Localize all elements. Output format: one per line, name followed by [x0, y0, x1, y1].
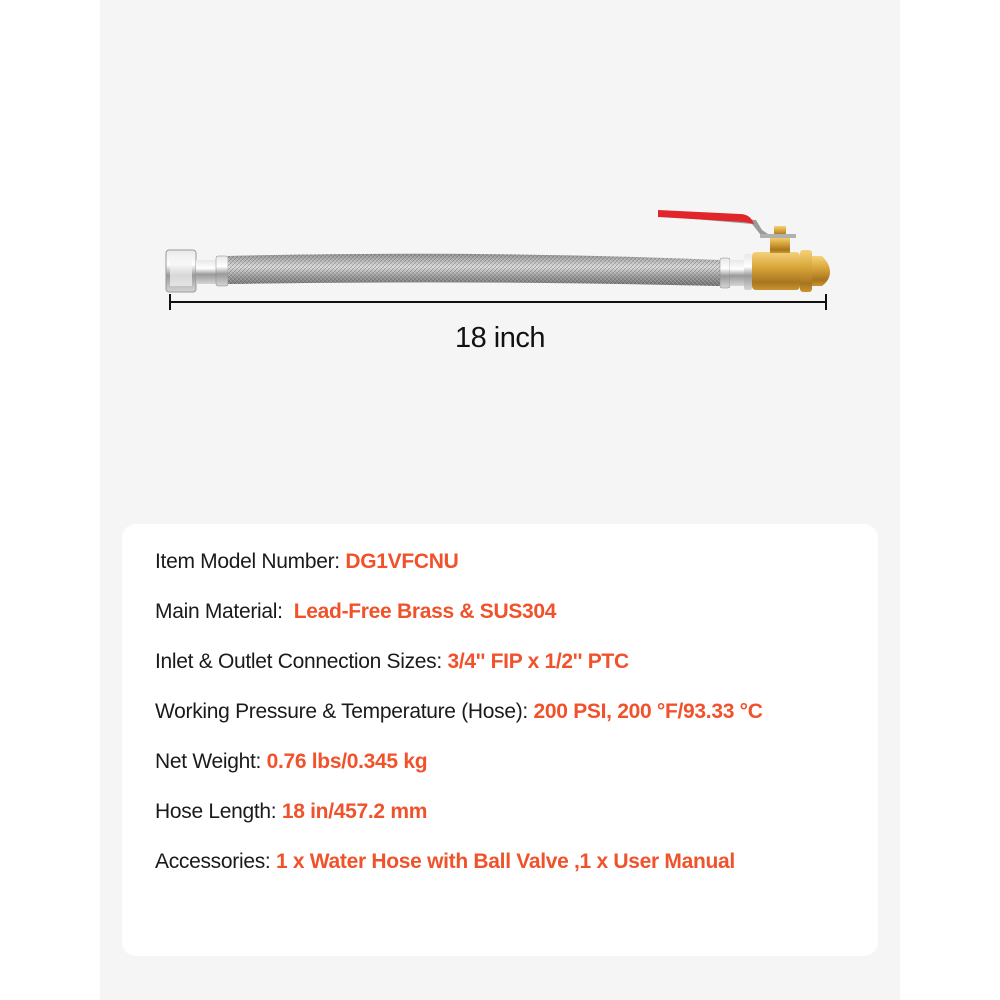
spec-key: Hose Length: [155, 800, 282, 823]
spec-pressure-temperature [155, 700, 763, 724]
spec-key: Main Material: [155, 600, 294, 623]
dimension-tick-right [825, 294, 827, 310]
spec-key: Net Weight: [155, 750, 267, 773]
dimension-tick-left [169, 294, 171, 310]
spec-main-material [155, 600, 556, 624]
spec-key: Item Model Number: [155, 550, 346, 573]
spec-connection-sizes [155, 650, 629, 674]
spec-net-weight [155, 750, 427, 774]
spec-card [122, 524, 878, 956]
spec-model-number [155, 550, 459, 574]
spec-key: Accessories: [155, 850, 276, 873]
spec-value: 3/4'' FIP x 1/2'' PTC [447, 650, 629, 673]
spec-value: 1 x Water Hose with Ball Valve ,1 x User Manual [275, 850, 735, 873]
dimension-label: 18 inch [454, 322, 545, 354]
dimension-line [170, 301, 826, 303]
spec-value: DG1VFCNU [345, 550, 459, 573]
spec-value: Lead-Free Brass & SUS304 [293, 600, 557, 623]
spec-value: 200 PSI, 200 °F/93.33 °C [533, 700, 763, 723]
product-image-hose [150, 200, 850, 300]
spec-accessories [155, 850, 735, 874]
spec-hose-length [155, 800, 427, 824]
spec-value: 0.76 lbs/0.345 kg [266, 750, 428, 773]
spec-key: Inlet & Outlet Connection Sizes: [155, 650, 448, 673]
spec-value: 18 in/457.2 mm [281, 800, 428, 823]
spec-key: Working Pressure & Temperature (Hose): [155, 700, 534, 723]
